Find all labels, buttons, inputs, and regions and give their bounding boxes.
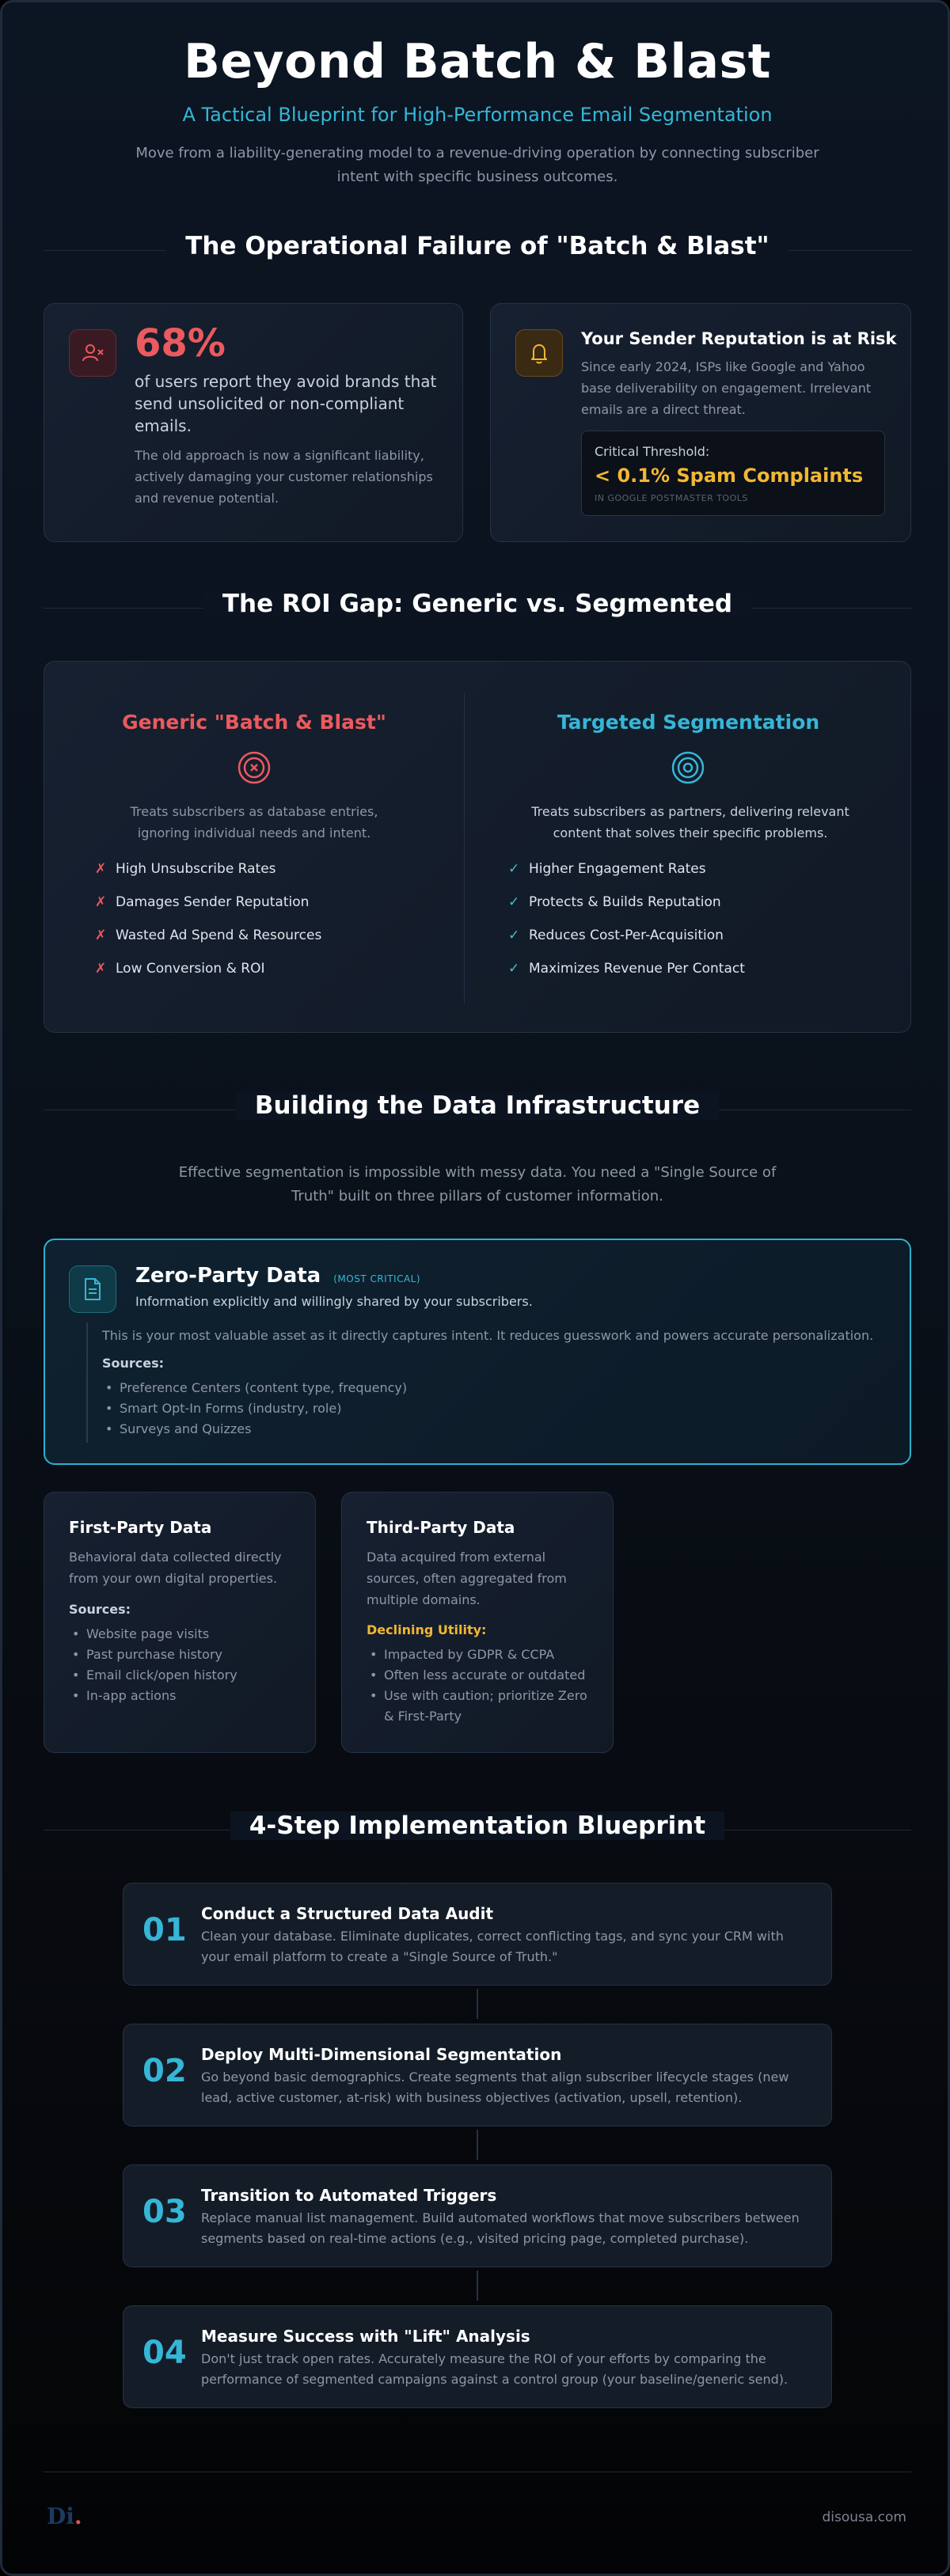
column-divider bbox=[464, 693, 465, 1003]
page-description: Move from a liability-generating model to a revenue-driving operation by connecting subscriber intent with specific business outcomes. bbox=[135, 145, 819, 185]
targeted-list bbox=[508, 858, 857, 980]
zero-party-header bbox=[135, 1264, 420, 1288]
list-item: • Email click/open history bbox=[69, 1665, 298, 1686]
first-party-body: Behavioral data collected directly from your own digital properties. bbox=[69, 1550, 282, 1586]
step-title: Deploy Multi-Dimensional Segmentation bbox=[201, 2045, 562, 2064]
section-title-blueprint: 4-Step Implementation Blueprint bbox=[230, 1812, 724, 1840]
logo-dot: . bbox=[74, 2503, 82, 2529]
x-circle-icon bbox=[237, 750, 272, 785]
list-item: • Past purchase history bbox=[69, 1645, 298, 1665]
check-icon: ✓ bbox=[508, 961, 520, 977]
section-header bbox=[2, 590, 950, 618]
third-party-body: Data acquired from external sources, often aggregated from multiple domains. bbox=[367, 1550, 567, 1607]
risk-card bbox=[490, 303, 911, 542]
list-item: • Website page visits bbox=[69, 1624, 298, 1645]
step-title: Measure Success with "Lift" Analysis bbox=[201, 2327, 530, 2346]
priority-badge: (MOST CRITICAL) bbox=[333, 1273, 421, 1284]
risk-text: Since early 2024, ISPs like Google and Yahoo base deliverability on engagement. Irrelevant emails are a direct threat. bbox=[581, 359, 872, 417]
threshold-value: < 0.1% Spam Complaints bbox=[595, 465, 864, 487]
step-card bbox=[123, 2164, 832, 2267]
sources-label: Sources: bbox=[69, 1602, 131, 1617]
threshold-source: IN GOOGLE POSTMASTER TOOLS bbox=[595, 493, 748, 503]
list-item: ✗ High Unsubscribe Rates bbox=[95, 861, 276, 877]
step-number: 01 bbox=[142, 1912, 187, 1948]
first-party-card bbox=[44, 1492, 316, 1753]
step-number: 02 bbox=[142, 2053, 187, 2089]
list-item: ✗ Wasted Ad Spend & Resources bbox=[95, 928, 322, 943]
generic-list bbox=[95, 858, 428, 980]
section-header bbox=[2, 1812, 950, 1840]
stat-detail: The old approach is now a significant liability, actively damaging your customer relationships and revenue potential. bbox=[135, 448, 433, 506]
stat-value: 68% bbox=[135, 321, 226, 366]
target-icon bbox=[671, 750, 705, 785]
targeted-description: Treats subscribers as partners, delivering relevant content that solves their specific problems. bbox=[531, 804, 849, 840]
section-title-failure: The Operational Failure of "Batch & Blast" bbox=[166, 232, 788, 260]
document-icon bbox=[69, 1265, 116, 1313]
stat-text: of users report they avoid brands that send unsolicited or non-compliant emails. bbox=[135, 372, 437, 435]
list-item: ✗ Damages Sender Reputation bbox=[95, 894, 310, 910]
first-party-sources bbox=[69, 1624, 298, 1706]
x-icon: ✗ bbox=[95, 928, 107, 943]
list-item: ✓ Higher Engagement Rates bbox=[508, 861, 706, 877]
step-connector bbox=[477, 1989, 478, 2019]
check-icon: ✓ bbox=[508, 861, 520, 877]
page-subtitle: A Tactical Blueprint for High-Performance Email Segmentation bbox=[182, 104, 773, 126]
roi-comparison-card bbox=[44, 661, 911, 1033]
list-item: • Preference Centers (content type, frequency) bbox=[102, 1378, 815, 1398]
list-item: ✓ Reduces Cost-Per-Acquisition bbox=[508, 928, 724, 943]
stat-card bbox=[44, 303, 463, 542]
x-icon: ✗ bbox=[95, 961, 107, 977]
logo-text: Di bbox=[47, 2503, 74, 2529]
list-item: ✓ Protects & Builds Reputation bbox=[508, 894, 721, 910]
zero-party-sources bbox=[102, 1378, 815, 1440]
section-title-roi: The ROI Gap: Generic vs. Segmented bbox=[203, 590, 751, 618]
step-number: 03 bbox=[142, 2194, 187, 2230]
step-description: Go beyond basic demographics. Create segments that align subscriber lifecycle stages (new lead, active customer, at-risk) with business objectives (activation, upsell, retention). bbox=[201, 2070, 789, 2105]
step-description: Replace manual list management. Build automated workflows that move subscribers between segments based on real-time actions (e.g., visited pricing page, completed purchase). bbox=[201, 2210, 800, 2246]
step-card bbox=[123, 2305, 832, 2408]
step-card bbox=[123, 2024, 832, 2126]
x-icon: ✗ bbox=[95, 894, 107, 910]
infra-intro: Effective segmentation is impossible with messy data. You need a "Single Source of Truth" built on three pillars of customer information. bbox=[178, 1164, 777, 1205]
zero-party-subtitle: Information explicitly and willingly shared by your subscribers. bbox=[135, 1294, 533, 1309]
check-icon: ✓ bbox=[508, 928, 520, 943]
step-connector bbox=[477, 2271, 478, 2301]
third-party-title: Third-Party Data bbox=[367, 1518, 515, 1537]
third-party-card bbox=[341, 1492, 614, 1753]
bell-icon bbox=[515, 329, 563, 377]
targeted-title: Targeted Segmentation bbox=[557, 711, 820, 734]
sources-label: Sources: bbox=[102, 1356, 165, 1371]
quote-bar bbox=[86, 1322, 88, 1443]
threshold-label: Critical Threshold: bbox=[595, 444, 710, 459]
section-title-infra: Building the Data Infrastructure bbox=[236, 1091, 719, 1120]
step-number: 04 bbox=[142, 2335, 187, 2371]
zero-party-body: This is your most valuable asset as it directly captures intent. It reduces guesswork and powers accurate personalization. bbox=[102, 1328, 874, 1343]
generic-description: Treats subscribers as database entries, ignoring individual needs and intent. bbox=[130, 804, 378, 840]
list-item: • Surveys and Quizzes bbox=[102, 1419, 815, 1440]
list-item: • Smart Opt-In Forms (industry, role) bbox=[102, 1398, 815, 1419]
list-item: • Impacted by GDPR & CCPA bbox=[367, 1645, 596, 1665]
page-title: Beyond Batch & Blast bbox=[184, 34, 771, 89]
site-link[interactable]: disousa.com bbox=[822, 2510, 906, 2525]
brand-logo[interactable] bbox=[47, 2503, 82, 2529]
x-icon: ✗ bbox=[95, 861, 107, 877]
step-title: Conduct a Structured Data Audit bbox=[201, 1904, 494, 1923]
list-item: • Often less accurate or outdated bbox=[367, 1665, 596, 1686]
declining-utility-label: Declining Utility: bbox=[367, 1622, 487, 1637]
step-description: Don't just track open rates. Accurately measure the ROI of your efforts by comparing the performance of segmented campaigns against a control group (your baseline/generic send). bbox=[201, 2351, 788, 2387]
list-item: ✗ Low Conversion & ROI bbox=[95, 961, 265, 977]
risk-title: Your Sender Reputation is at Risk bbox=[581, 329, 897, 348]
user-remove-icon bbox=[69, 329, 116, 377]
zero-party-title: Zero-Party Data bbox=[135, 1264, 321, 1288]
section-header bbox=[2, 232, 950, 260]
first-party-title: First-Party Data bbox=[69, 1518, 212, 1537]
check-icon: ✓ bbox=[508, 894, 520, 910]
list-item: • In-app actions bbox=[69, 1686, 298, 1706]
third-party-sources bbox=[367, 1645, 596, 1727]
generic-title: Generic "Batch & Blast" bbox=[122, 711, 386, 734]
zero-party-card bbox=[44, 1239, 911, 1465]
list-item: ✓ Maximizes Revenue Per Contact bbox=[508, 961, 745, 977]
section-header bbox=[2, 1091, 950, 1120]
list-item: • Use with caution; prioritize Zero & First-Party bbox=[367, 1686, 596, 1727]
step-connector bbox=[477, 2130, 478, 2160]
threshold-box bbox=[581, 431, 885, 516]
step-card bbox=[123, 1883, 832, 1986]
step-title: Transition to Automated Triggers bbox=[201, 2186, 497, 2205]
step-description: Clean your database. Eliminate duplicates, correct conflicting tags, and sync your CRM with your email platform to create a "Single Source of Truth." bbox=[201, 1929, 784, 1964]
